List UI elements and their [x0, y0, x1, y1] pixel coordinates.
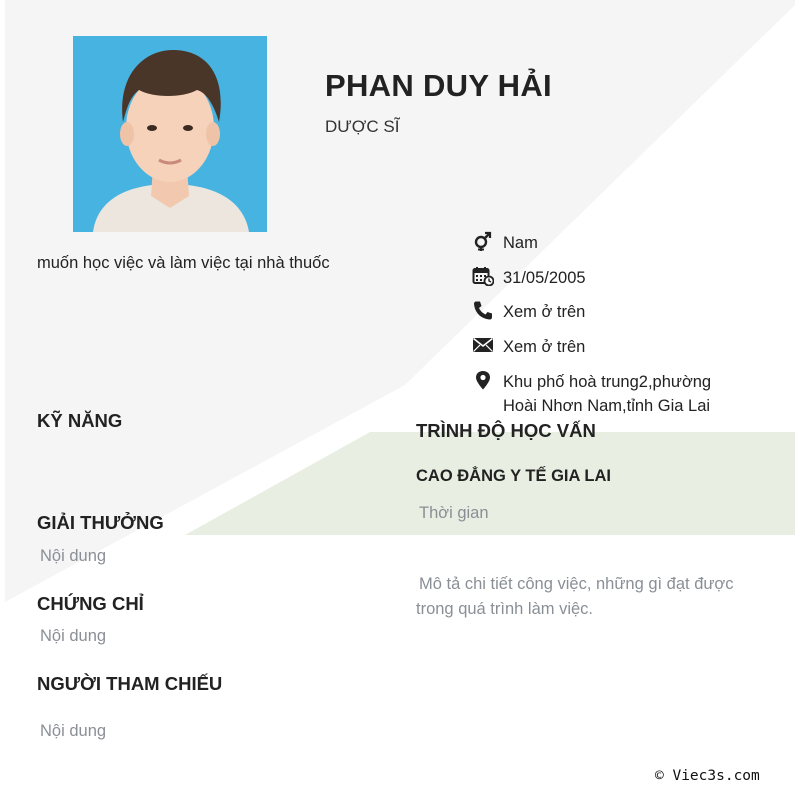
email-text: Xem ở trên	[503, 338, 586, 356]
envelope-icon	[472, 335, 494, 355]
candidate-name: PHAN DUY HẢI	[325, 68, 552, 103]
address-line-2: Hoài Nhơn Nam,tỉnh Gia Lai	[503, 397, 711, 415]
career-objective: muốn học việc và làm việc tại nhà thuốc	[37, 254, 330, 272]
address-block	[503, 370, 711, 418]
portrait-photo-icon	[73, 36, 267, 232]
job-title: DƯỢC SĨ	[325, 117, 400, 136]
profile-photo	[73, 36, 267, 232]
info-birthday	[472, 266, 586, 290]
references-heading: NGƯỜI THAM CHIẾU	[37, 673, 223, 694]
gender-text: Nam	[503, 234, 538, 252]
phone-icon	[472, 300, 494, 320]
school-name: CAO ĐẲNG Y TẾ GIA LAI	[416, 467, 611, 485]
references-content: Nội dung	[40, 722, 107, 740]
footer-watermark: © Viec3s.com	[655, 768, 760, 784]
birthday-text: 31/05/2005	[503, 269, 586, 287]
info-address	[472, 370, 711, 418]
address-line-1: Khu phố hoà trung2,phường	[503, 373, 712, 391]
location-pin-icon	[472, 370, 494, 390]
education-heading: TRÌNH ĐỘ HỌC VẤN	[416, 420, 596, 441]
education-time: Thời gian	[419, 504, 489, 522]
info-email	[472, 335, 585, 359]
awards-heading: GIẢI THƯỞNG	[37, 512, 164, 533]
education-description-text: Mô tả chi tiết công việc, những gì đạt được trong quá trình làm việc.	[416, 575, 734, 618]
calendar-icon	[472, 266, 494, 286]
phone-text: Xem ở trên	[503, 303, 586, 321]
awards-content: Nội dung	[40, 547, 107, 565]
certificates-heading: CHỨNG CHỈ	[37, 593, 144, 614]
education-description	[416, 572, 751, 622]
info-phone	[472, 300, 585, 324]
gender-icon	[472, 231, 494, 251]
certificates-content: Nội dung	[40, 627, 107, 645]
skills-heading: KỸ NĂNG	[37, 410, 123, 431]
info-gender	[472, 231, 538, 255]
